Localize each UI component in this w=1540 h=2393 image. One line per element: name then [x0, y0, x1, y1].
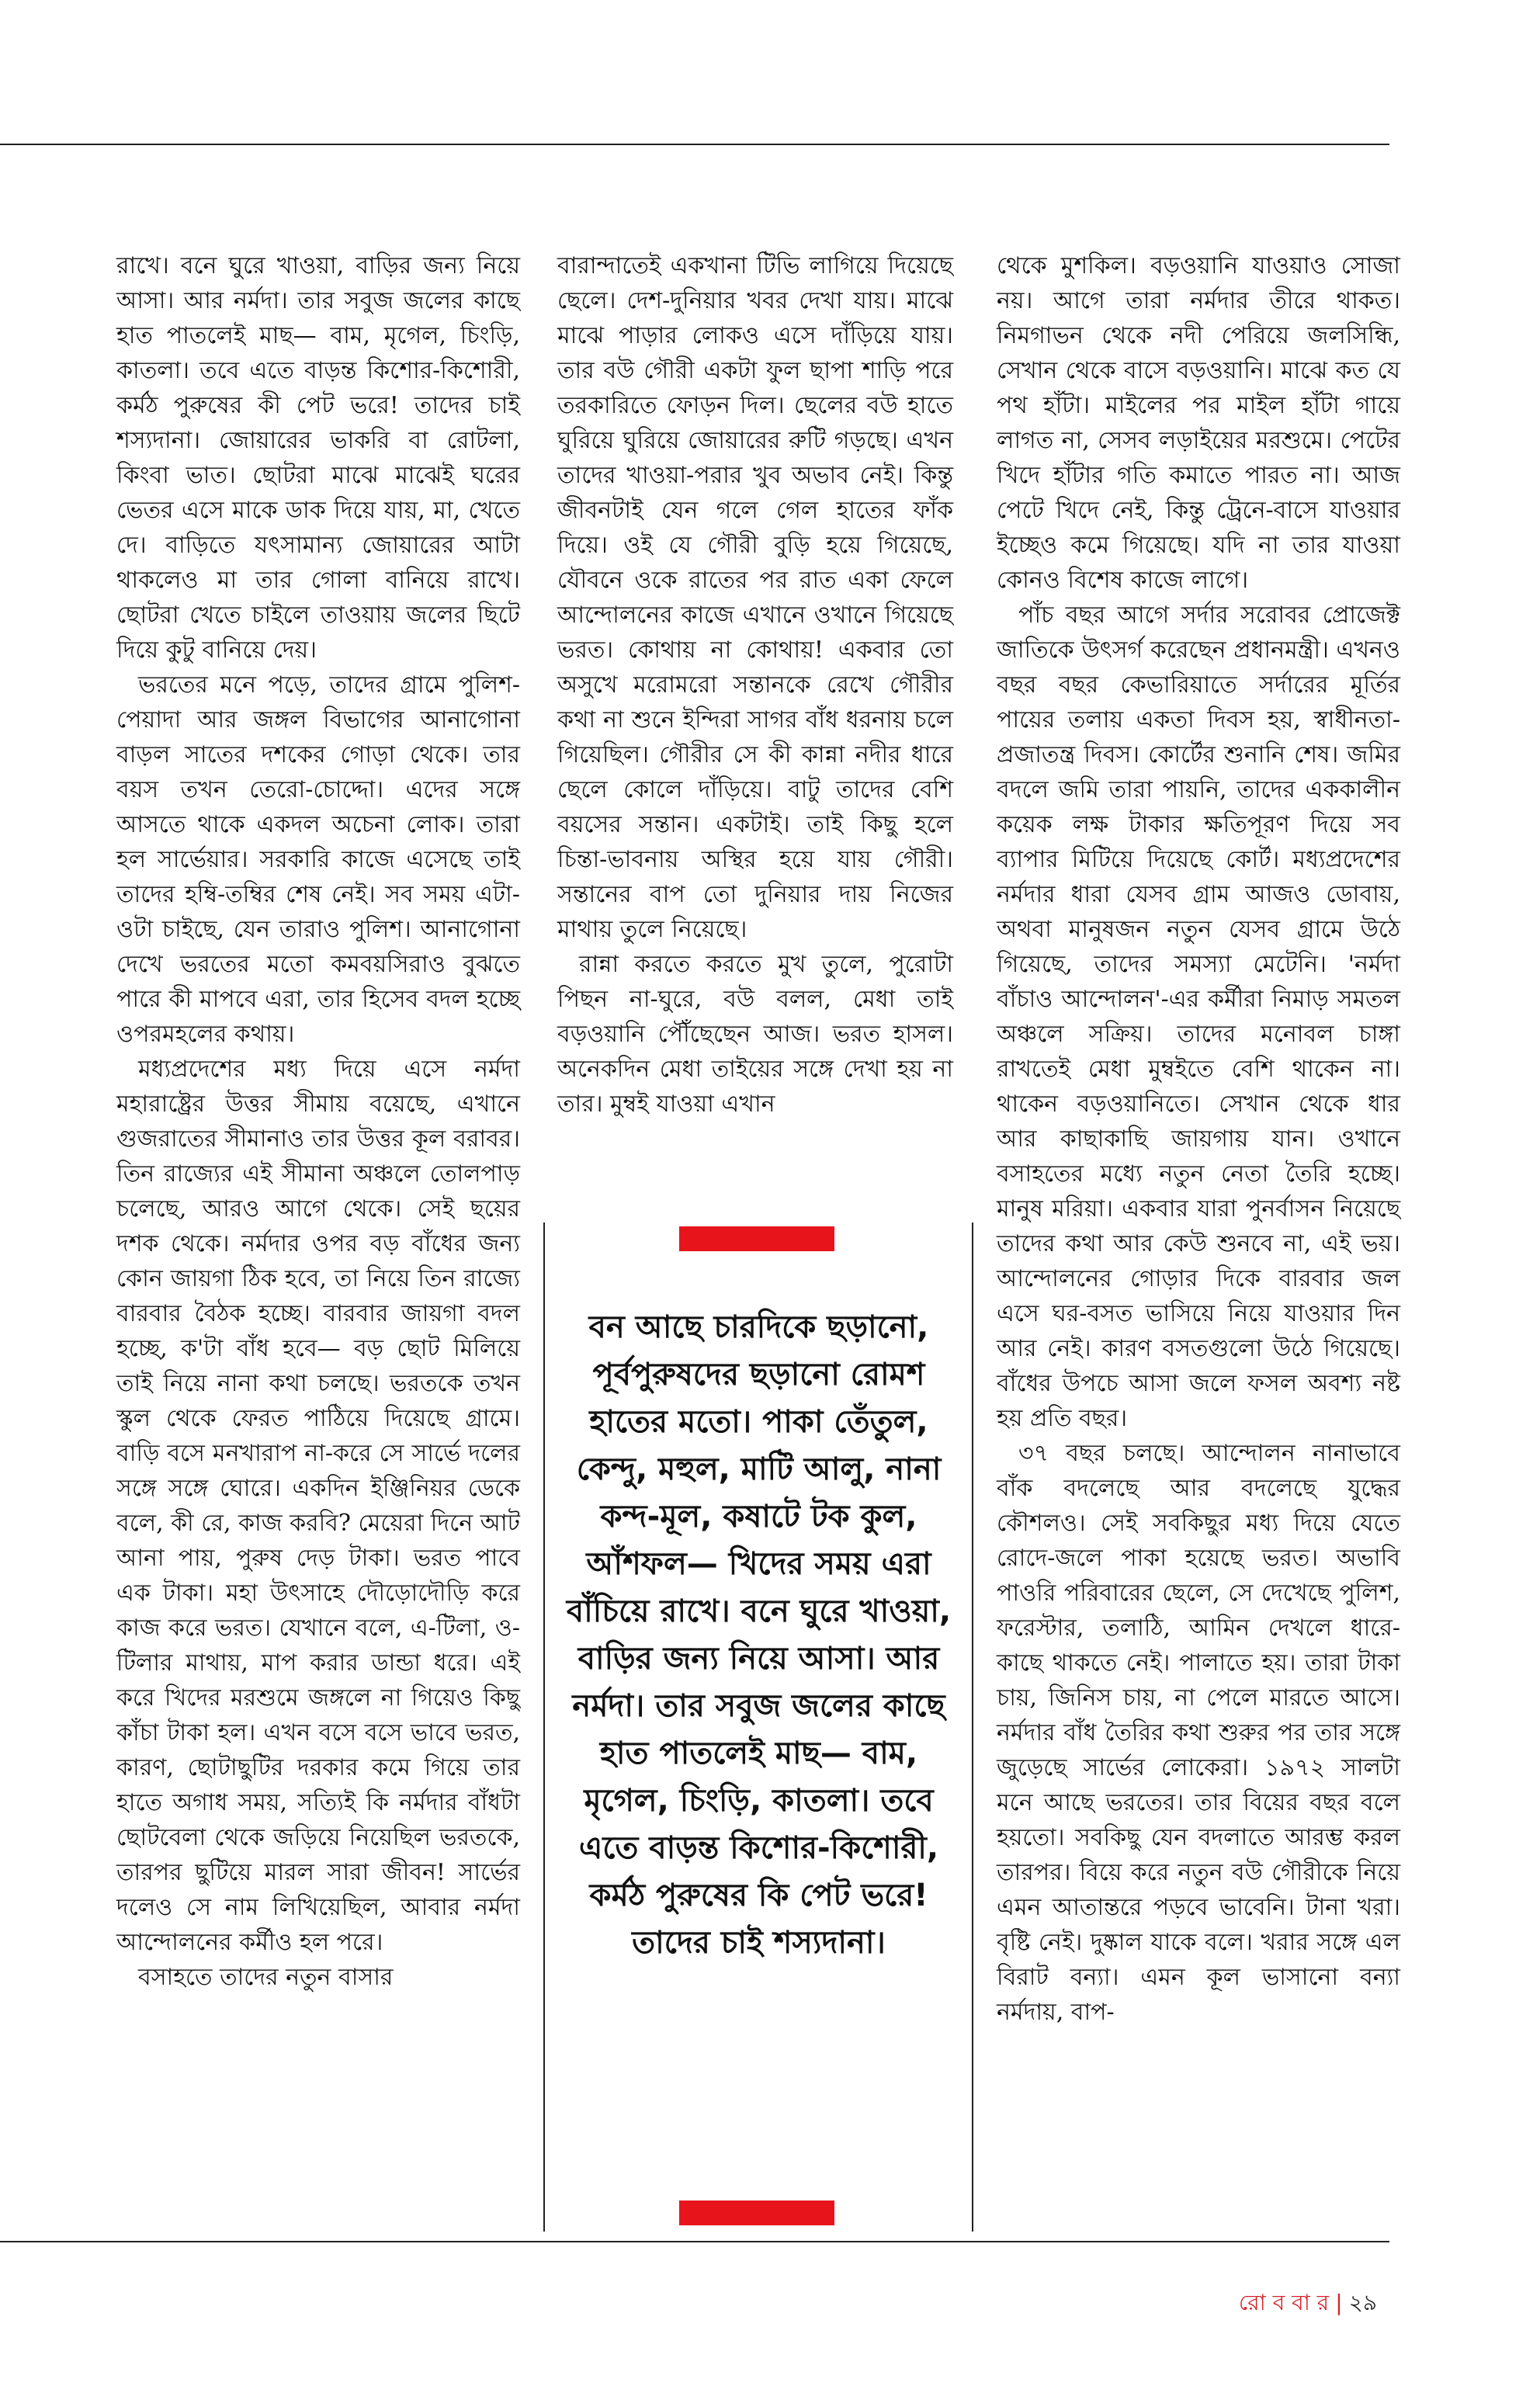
- magazine-name: রো ব বা র: [1238, 2290, 1330, 2315]
- paragraph: ভরতের মনে পড়ে, তাদের গ্রামে পুলিশ-পেয়াদা আর জঙ্গল বিভাগের আনাগোনা বাড়ল সাতের দশকের গোড়া থেকে। তার বয়স তখন তেরো-চোদ্দো। এদের সঙ্গে আসতে থাকে একদল অচেনা লোক। তারা হল সার্ভেয়ার। সরকারি কাজে এসেছে তাই তাদের হম্বি-তম্বির শেষ নেই। সব সময় এটা-ওটা চাইছে, যেন তারাও পুলিশ। আনাগোনা দেখে ভরতের মতো কমবয়সিরাও বুঝতে পারে কী মাপবে এরা, তার হিসেব বদল হচ্ছে ওপরমহলের কথায়।: [116, 671, 520, 1048]
- separator: |: [1335, 2290, 1343, 2315]
- paragraph: ৩৭ বছর চলছে। আন্দোলন নানাভাবে বাঁক বদলেছে আর বদলেছে যুদ্ধের কৌশলও। সেই সবকিছুর মধ্য দিয়ে যেতে রোদে-জলে পাকা হয়েছে ভরত। অভাবি পাওরি পরিবারের ছেলে, সে দেখেছে পুলিশ, ফরেস্টার, তলাঠি, আমিন দেখলে ধারে-কাছে থাকতে নেই। পালাতে হয়। তারা টাকা চায়, জিনিস চায়, না পেলে মারতে আসে। নর্মদার বাঁধ তৈরির কথা শুরুর পর তার সঙ্গে জুড়েছে সার্ভের লোকেরা। ১৯৭২ সালটা মনে আছে ভরতের। তার বিয়ের বছর বলে হয়তো। সবকিছু যেন বদলাতে আরম্ভ করল তারপর। বিয়ে করে নতুন বউ গৌরীকে নিয়ে এমন আতান্তরে পড়বে ভাবেনি। টানা খরা। বৃষ্টি নেই। দুষ্কাল যাকে বলে। খরার সঙ্গে এল বিরাট বন্যা। এমন কূল ভাসানো বন্যা নর্মদায়, বাপ-: [997, 1440, 1400, 2026]
- paragraph: রান্না করতে করতে মুখ তুলে, পুরোটা পিছন না-ঘুরে, বউ বলল, মেধা তাই বড়ওয়ানি পৌঁছেছেন আজ। ভরত হাসল। অনেকদিন মেধা তাইয়ের সঙ্গে দেখা হয় না তার। মুম্বই যাওয়া এখান: [557, 951, 953, 1118]
- article-column-3: [997, 248, 1400, 2030]
- page-footer: [1239, 2286, 1377, 2322]
- paragraph: বসাহতে তাদের নতুন বাসার: [138, 1964, 394, 1991]
- article-column-2: [557, 248, 953, 1122]
- paragraph: থেকে মুশকিল। বড়ওয়ানি যাওয়াও সোজা নয়। আগে তারা নর্মদার তীরে থাকত। নিমগাভন থেকে নদী পেরিয়ে জলসিন্ধি, সেখান থেকে বাসে বড়ওয়ানি। মাঝে কত যে পথ হাঁটা। মাইলের পর মাইল হাঁটা গায়ে লাগত না, সেসব লড়াইয়ের মরশুমে। পেটের খিদে হাঁটার গতি কমাতে পারত না। আজ পেটে খিদে নেই, কিন্তু ট্রেনে-বাসে যাওয়ার ইচ্ছেও কমে গিয়েছে। যদি না তার যাওয়া কোনও বিশেষ কাজে লাগে।: [997, 252, 1400, 594]
- paragraph: বারান্দাতেই একখানা টিভি লাগিয়ে দিয়েছে ছেলে। দেশ-দুনিয়ার খবর দেখা যায়। মাঝে মাঝে পাড়ার লোকও এসে দাঁড়িয়ে যায়। তার বউ গৌরী একটা ফুল ছাপা শাড়ি পরে তরকারিতে ফোড়ন দিল। ছেলের বউ হাতে ঘুরিয়ে ঘুরিয়ে জোয়ারের রুটি গড়ছে। এখন তাদের খাওয়া-পরার খুব অভাব নেই। কিন্তু জীবনটাই যেন গলে গেল হাতের ফাঁক দিয়ে। ওই যে গৌরী বুড়ি হয়ে গিয়েছে, যৌবনে ওকে রাতের পর রাত একা ফেলে আন্দোলনের কাজে এখানে ওখানে গিয়েছে ভরত। কোথায় না কোথায়! একবার তো অসুখে মরোমরো সন্তানকে রেখে গৌরীর কথা না শুনে ইন্দিরা সাগর বাঁধ ধরনায় চলে গিয়েছিল। গৌরীর সে কী কান্না নদীর ধারে ছেলে কোলে দাঁড়িয়ে। বাটু তাদের বেশি বয়সের সন্তান। একটাই। তাই কিছু হলে চিন্তা-ভাবনায় অস্থির হয়ে যায় গৌরী। সন্তানের বাপ তো দুনিয়ার দায় নিজের মাথায় তুলে নিয়েছে।: [557, 252, 953, 943]
- pull-quote-text: বন আছে চারদিকে ছড়ানো, পূর্বপুরুষদের ছড়ানো রোমশ হাতের মতো। পাকা তেঁতুল, কেন্দু, মহুল, মাটি আলু, নানা কন্দ-মূল, কষাটে টক কুল, আঁশফল— খিদের সময় এরা বাঁচিয়ে রাখে। বনে ঘুরে খাওয়া, বাড়ির জন্য নিয়ে আসা। আর নর্মদা। তার সবুজ জলের কাছে হাত পাতলেই মাছ— বাম, মৃগেল, চিংড়ি, কাতলা। তবে এতে বাড়ন্ত কিশোর-কিশোরী, কর্মঠ পুরুষের কি পেট ভরে! তাদের চাই শস্যদানা।: [566, 1309, 952, 1961]
- paragraph: মধ্যপ্রদেশের মধ্য দিয়ে এসে নর্মদা মহারাষ্ট্রের উত্তর সীমায় বয়েছে, এখানে গুজরাতের সীমানাও তার উত্তর কূল বরাবর। তিন রাজ্যের এই সীমানা অঞ্চলে তোলপাড় চলেছে, আরও আগে থেকে। সেই ছয়ের দশক থেকে। নর্মদার ওপর বড় বাঁধের জন্য কোন জায়গা ঠিক হবে, তা নিয়ে তিন রাজ্যে বারবার বৈঠক হচ্ছে। বারবার জায়গা বদল হচ্ছে, ক'টা বাঁধ হবে— বড় ছোট মিলিয়ে তাই নিয়ে নানা কথা চলছে। ভরতকে তখন স্কুল থেকে ফেরত পাঠিয়ে দিয়েছে গ্রামে। বাড়ি বসে মনখারাপ না-করে সে সার্ভে দলের সঙ্গে সঙ্গে ঘোরে। একদিন ইঞ্জিনিয়র ডেকে বলে, কী রে, কাজ করবি? মেয়েরা দিনে আট আনা পায়, পুরুষ দেড় টাকা। ভরত পাবে এক টাকা। মহা উৎসাহে দৌড়োদৌড়ি করে কাজ করে ভরত। যেখানে বলে, এ-টিলা, ও-টিলার মাথায়, মাপ করার ডান্ডা ধরে। এই করে খিদের মরশুমে জঙ্গলে না গিয়েও কিছু কাঁচা টাকা হল। এখন বসে বসে ভাবে ভরত, কারণ, ছোটাছুটির দরকার কমে গিয়ে তার হাতে অগাধ সময়, সত্যিই কি নর্মদার বাঁধটা ছোটবেলা থেকে জড়িয়ে নিয়েছিল ভরতকে, তারপর ছুটিয়ে মারল সারা জীবন! সার্ভের দলেও সে নাম লিখিয়েছিল, আবার নর্মদা আন্দোলনের কর্মীও হল পরে।: [116, 1056, 520, 1956]
- article-column-1: [116, 248, 520, 1995]
- paragraph: পাঁচ বছর আগে সর্দার সরোবর প্রোজেক্ট জাতিকে উৎসর্গ করেছেন প্রধানমন্ত্রী। এখনও বছর বছর কেভারিয়াতে সর্দারের মূর্তির পায়ের তলায় একতা দিবস হয়, স্বাধীনতা-প্রজাতন্ত্র দিবস। কোর্টের শুনানি শেষ। জমির বদলে জমি তারা পায়নি, তাদের এককালীন কয়েক লক্ষ টাকার ক্ষতিপূরণ দিয়ে সব ব্যাপার মিটিয়ে দিয়েছে কোর্ট। মধ্যপ্রদেশের নর্মদার ধারা যেসব গ্রাম আজও ডোবায়, অথবা মানুষজন নতুন যেসব গ্রামে উঠে গিয়েছে, তাদের সমস্যা মেটেনি। 'নর্মদা বাঁচাও আন্দোলন'-এর কর্মীরা নিমাড় সমতল অঞ্চলে সক্রিয়। তাদের মনোবল চাঙ্গা রাখতেই মেধা মুম্বইতে বেশি থাকেন না। থাকেন বড়ওয়ানিতে। সেখান থেকে ধার আর কাছাকাছি জায়গায় যান। ওখানে বসাহতের মধ্যে নতুন নেতা তৈরি হচ্ছে। মানুষ মরিয়া। একবার যারা পুনর্বাসন নিয়েছে তাদের কথা আর কেউ শুনবে না, এই ভয়। আন্দোলনের গোড়ার দিকে বারবার জল এসে ঘর-বসত ভাসিয়ে নিয়ে যাওয়ার দিন আর নেই। কারণ বসতগুলো উঠে গিয়েছে। বাঁধের উপচে আসা জলে ফসল অবশ্য নষ্ট হয় প্রতি বছর।: [997, 602, 1400, 1432]
- column-divider: [972, 1223, 973, 2232]
- page-number: ২৯: [1348, 2290, 1377, 2315]
- pull-quote: [563, 1226, 955, 2204]
- column-divider: [543, 1223, 545, 2232]
- paragraph: রাখে। বনে ঘুরে খাওয়া, বাড়ির জন্য নিয়ে আসা। আর নর্মদা। তার সবুজ জলের কাছে হাত পাতলেই মাছ— বাম, মৃগেল, চিংড়ি, কাতলা। তবে এতে বাড়ন্ত কিশোর-কিশোরী, কর্মঠ পুরুষের কী পেট ভরে! তাদের চাই শস্যদানা। জোয়ারের ভাকরি বা রোটলা, কিংবা ভাত। ছোটরা মাঝে মাঝেই ঘরের ভেতর এসে মাকে ডাক দিয়ে যায়, মা, খেতে দে। বাড়িতে যৎসামান্য জোয়ারের আটা থাকলেও মা তার গোলা বানিয়ে রাখে। ছোটরা খেতে চাইলে তাওয়ায় জলের ছিটে দিয়ে কুটু বানিয়ে দেয়।: [116, 252, 520, 664]
- top-rule: [0, 144, 1389, 145]
- pull-quote-bottom-bar: [679, 2201, 834, 2225]
- bottom-rule: [0, 2241, 1389, 2242]
- pull-quote-top-bar: [679, 1226, 834, 1251]
